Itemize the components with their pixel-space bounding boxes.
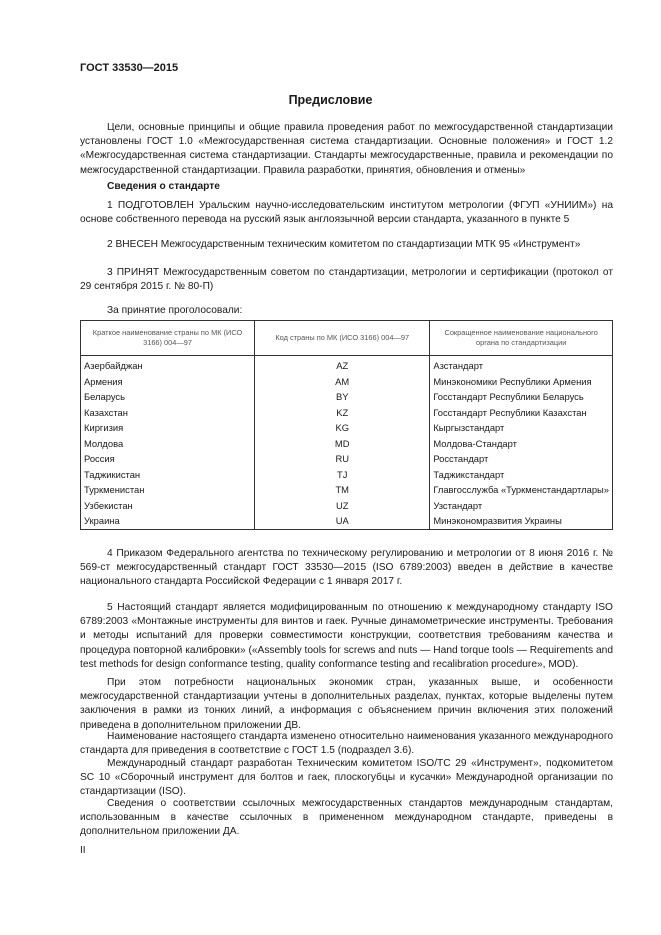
- table-row: [81, 513, 613, 529]
- paragraph-national-features: При этом потребности национальных экономик стран, указанных выше, и особенности межгосударственной стандартизации учтены в дополнительных разделах, пунктах, которые выделены путем заключения в рамки из тонких линий, а информация с объяснением причин включения этих положений приведена в дополнительном приложении ДВ.: [80, 677, 613, 731]
- table-header-row: [81, 321, 613, 356]
- standard-code-header: ГОСТ 33530—2015: [80, 62, 179, 74]
- cell-code: TJ: [255, 467, 430, 483]
- item-5-modified: 5 Настоящий стандарт является модифицированным по отношению к международному стандарту ISO 6789:2003 «Монтажные инструменты для винтов и гаек. Ручные динамометрические инструменты. Требования и методы испытаний для проверки совместимости конструкции, соответствия требованиям качества и процедура повторной калибровки» («Assembly tools for screws and nuts — Hand torque tools — Requirements and test methods for design conformance testing, quality conformance testing and recalibration procedure», MOD).: [80, 602, 613, 670]
- info-heading: Сведения о стандарте: [107, 181, 220, 192]
- cell-country: Украина: [81, 513, 255, 529]
- paragraph-developer: Международный стандарт разработан Техническим комитетом ISO/TC 29 «Инструмент», подкомитетом SC 10 «Сборочный инструмент для болтов и гаек, плоскогубцы и кусачки» Международной организации по стандартизации (ISO).: [80, 758, 613, 798]
- item-2-submitted: 2 ВНЕСЕН Межгосударственным техническим комитетом по стандартизации МТК 95 «Инструмент»: [107, 239, 581, 250]
- cell-country: Азербайджан: [81, 356, 255, 374]
- cell-code: AZ: [255, 356, 430, 374]
- cell-country: Казахстан: [81, 405, 255, 421]
- table-row: [81, 482, 613, 498]
- cell-code: KG: [255, 420, 430, 436]
- cell-country: Киргизия: [81, 420, 255, 436]
- cell-authority: Госстандарт Республики Беларусь: [430, 389, 613, 405]
- cell-code: MD: [255, 436, 430, 452]
- page-number: II: [80, 845, 86, 856]
- item-4-enacted: 4 Приказом Федерального агентства по техническому регулированию и метрологии от 8 июня 2016 г. № 569-ст межгосударственный стандарт ГОСТ 33530—2015 (ISO 6789:2003) введен в действие в качестве национального стандарта Российской Федерации с 1 января 2017 г.: [80, 548, 613, 588]
- table-row: [81, 356, 613, 374]
- voted-label: За принятие проголосовали:: [107, 305, 243, 316]
- table-row: [81, 498, 613, 514]
- paragraph-title-change: Наименование настоящего стандарта изменено относительно наименования указанного международного стандарта для приведения в соответствие с ГОСТ 1.5 (подраздел 3.6).: [80, 731, 613, 757]
- cell-authority: Молдова-Стандарт: [430, 436, 613, 452]
- cell-code: UA: [255, 513, 430, 529]
- cell-country: Узбекистан: [81, 498, 255, 514]
- cell-country: Беларусь: [81, 389, 255, 405]
- cell-authority: Минэкономики Республики Армения: [430, 374, 613, 390]
- column-header-authority: Сокращенное наименование национального органа по стандартизации: [430, 321, 613, 356]
- cell-authority: Азстандарт: [430, 356, 613, 374]
- voting-countries-table: [80, 320, 613, 530]
- cell-authority: Госстандарт Республики Казахстан: [430, 405, 613, 421]
- cell-authority: Таджикстандарт: [430, 467, 613, 483]
- table-row: [81, 467, 613, 483]
- table-row: [81, 436, 613, 452]
- table-row: [81, 389, 613, 405]
- table-row: [81, 374, 613, 390]
- cell-country: Туркменистан: [81, 482, 255, 498]
- paragraph-references: Сведения о соответствии ссылочных межгосударственных стандартов международным стандартам, использованным в качестве ссылочных в примененном международном стандарте, приведены в дополнительном приложении ДА.: [80, 798, 613, 838]
- cell-code: KZ: [255, 405, 430, 421]
- table-row: [81, 451, 613, 467]
- column-header-code: Код страны по МК (ИСО 3166) 004—97: [255, 321, 430, 356]
- page-title: Предисловие: [288, 93, 373, 107]
- cell-authority: Кыргызстандарт: [430, 420, 613, 436]
- item-1-prepared: 1 ПОДГОТОВЛЕН Уральским научно-исследовательским институтом метрологии (ФГУП «УНИИМ») на основе собственного перевода на русский язык англоязычной версии стандарта, указанного в пункте 5: [80, 200, 613, 226]
- cell-country: Таджикистан: [81, 467, 255, 483]
- intro-paragraph: Цели, основные принципы и общие правила проведения работ по межгосударственной стандартизации установлены ГОСТ 1.0 «Межгосударственная система стандартизации. Основные положения» и ГОСТ 1.2 «Межгосударственная система стандартизации. Стандарты межгосударственные, правила и рекомендации по межгосударственной стандартизации. Правила разработки, принятия, обновления и отмены»: [80, 122, 613, 176]
- table-row: [81, 420, 613, 436]
- column-header-country: Краткое наименование страны по МК (ИСО 3166) 004—97: [81, 321, 255, 356]
- cell-authority: Росстандарт: [430, 451, 613, 467]
- item-3-adopted: 3 ПРИНЯТ Межгосударственным советом по стандартизации, метрологии и сертификации (протокол от 29 сентября 2015 г. № 80-П): [80, 267, 613, 293]
- cell-country: Армения: [81, 374, 255, 390]
- cell-code: AM: [255, 374, 430, 390]
- cell-country: Россия: [81, 451, 255, 467]
- cell-authority: Узстандарт: [430, 498, 613, 514]
- cell-code: UZ: [255, 498, 430, 514]
- cell-code: TM: [255, 482, 430, 498]
- cell-country: Молдова: [81, 436, 255, 452]
- table-row: [81, 405, 613, 421]
- cell-authority: Главгосслужба «Туркменстандартлары»: [430, 482, 613, 498]
- cell-code: BY: [255, 389, 430, 405]
- cell-authority: Минэкономразвития Украины: [430, 513, 613, 529]
- cell-code: RU: [255, 451, 430, 467]
